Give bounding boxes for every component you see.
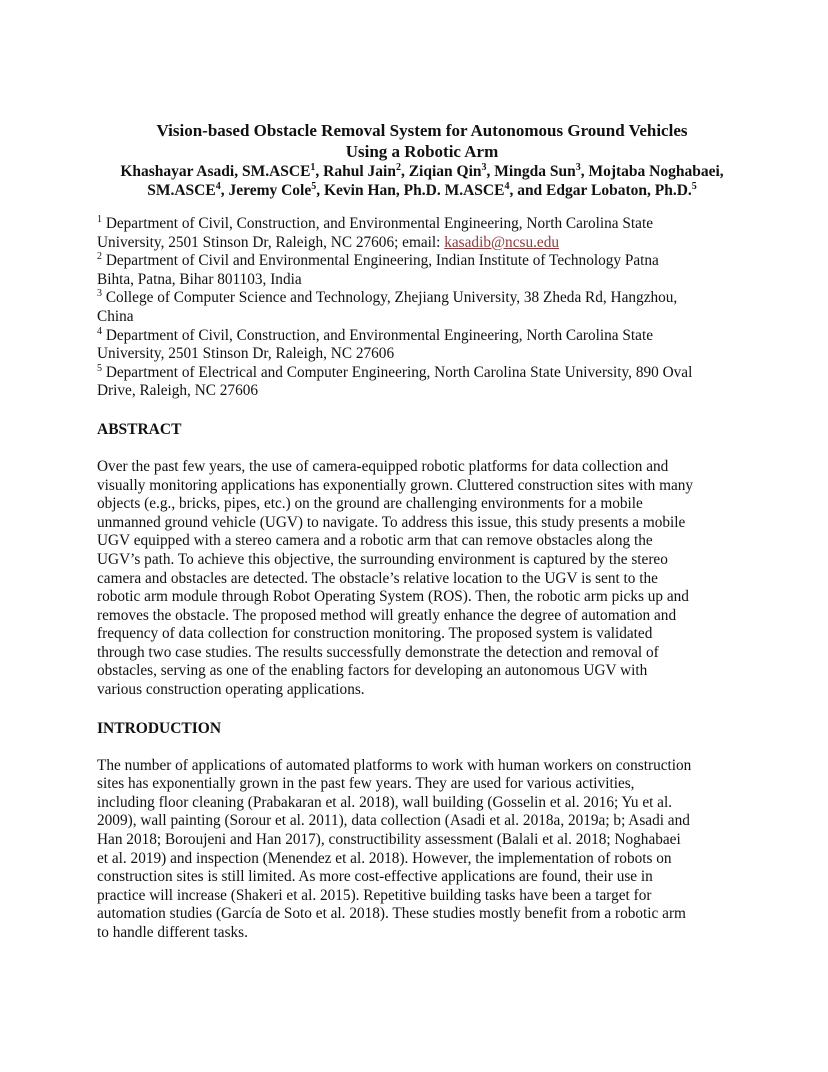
abstract-line: through two case studies. The results successfully demonstrate the detection and removal of [97, 643, 659, 661]
affiliation-text: Department of Civil, Construction, and Environmental Engineering, North Carolina State [102, 215, 653, 232]
abstract-line: UGV equipped with a stereo camera and a robotic arm that can remove obstacles along the [97, 532, 653, 550]
author-name: , Kevin Han, Ph.D. M.ASCE [316, 182, 505, 199]
title-line: Using a Robotic Arm [345, 142, 499, 161]
abstract-line: camera and obstacles are detected. The obstacle’s relative location to the UGV is sent to the [97, 569, 658, 587]
author-name: , Rahul Jain [315, 163, 396, 180]
affiliation-1 [97, 215, 747, 252]
author-affil-mark: 4 [215, 180, 221, 192]
affiliation-line [97, 289, 747, 308]
intro-line: to handle different tasks. [97, 924, 248, 941]
intro-line: sites has exponentially grown in the past few years. They are used for various activities, [97, 775, 635, 793]
intro-line: 2009), wall painting (Sorour et al. 2011), data collection (Asadi et al. 2018a, 2019a; b; Asadi and [97, 812, 690, 830]
abstract-line: various construction operating applications. [97, 681, 365, 699]
intro-line: construction sites is still limited. As more cost-effective applications are found, their use in [97, 868, 653, 886]
paper-title [97, 120, 747, 162]
affiliation-text: Department of Electrical and Computer Engineering, North Carolina State University, 890 Oval [102, 363, 693, 381]
affiliation-5 [97, 364, 747, 401]
affiliation-line [97, 364, 747, 383]
author-name: , and Edgar Lobaton, Ph.D. [509, 182, 692, 199]
abstract-line: unmanned ground vehicle (UGV) to navigate. To address this issue, this study presents a mobile [97, 513, 686, 531]
affiliation-mark: 3 [97, 288, 102, 300]
affiliation-text: Bihta, Patna, Bihar 801103, India [97, 270, 302, 288]
abstract-line: removes the obstacle. The proposed method will greatly enhance the degree of automation and [97, 606, 677, 624]
affiliation-line [97, 234, 747, 253]
author-affil-mark: 1 [310, 161, 316, 173]
abstract-line: visually monitoring applications has exponentially grown. Cluttered construction sites with many [97, 476, 694, 494]
abstract-paragraph [97, 458, 747, 700]
affiliation-mark: 5 [97, 362, 102, 374]
abstract-line: objects (e.g., bricks, pipes, etc.) on the ground are challenging environments for a mobile [97, 495, 643, 513]
email-link[interactable]: kasadib@ncsu.edu [444, 233, 559, 251]
affiliations [97, 215, 747, 401]
abstract-line: UGV’s path. To achieve this objective, the surrounding environment is captured by the stereo [97, 550, 668, 568]
affiliation-text: University, 2501 Stinson Dr, Raleigh, NC 27606 [97, 345, 395, 363]
intro-line: automation studies (García de Soto et al. 2018). These studies mostly benefit from a robotic arm [97, 905, 686, 923]
affiliation-text: University, 2501 Stinson Dr, Raleigh, NC 27606; email: [97, 233, 445, 251]
author-affil-mark: 3 [481, 161, 487, 173]
affiliation-mark: 1 [97, 213, 102, 225]
author-affil-mark: 2 [395, 161, 401, 173]
abstract-line: robotic arm module through Robot Operating System (ROS). Then, the robotic arm picks up and [97, 588, 689, 606]
author-line [97, 162, 747, 181]
affiliation-4 [97, 327, 747, 364]
author-name: SM.ASCE [147, 182, 216, 199]
affiliation-mark: 4 [97, 325, 102, 337]
affiliation-3 [97, 289, 747, 326]
author-list [97, 162, 747, 200]
intro-line: including floor cleaning (Prabakaran et al. 2018), wall building (Gosselin et al. 2016; Yu et al. [97, 793, 673, 811]
abstract-line: frequency of data collection for construction monitoring. The proposed system is validated [97, 625, 653, 643]
intro-line: The number of applications of automated platforms to work with human workers on construction [97, 756, 692, 774]
author-line [97, 181, 747, 200]
abstract-line: obstacles, serving as one of the enabling factors for developing an autonomous UGV with [97, 662, 648, 680]
affiliation-text: China [97, 307, 134, 325]
paper-page [97, 120, 747, 943]
author-affil-mark: 5 [691, 180, 697, 192]
intro-line: Han 2018; Boroujeni and Han 2017), constructibility assessment (Balali et al. 2018; Noghabaei [97, 831, 681, 849]
author-affil-mark: 5 [311, 180, 317, 192]
author-affil-mark: 3 [575, 161, 581, 173]
affiliation-text: Drive, Raleigh, NC 27606 [97, 382, 259, 400]
title-line: Vision-based Obstacle Removal System for Autonomous Ground Vehicles [156, 121, 688, 140]
affiliation-text: Department of Civil, Construction, and Environmental Engineering, North Carolina State [102, 326, 653, 344]
affiliation-line [97, 327, 747, 346]
affiliation-2 [97, 252, 747, 289]
author-affil-mark: 4 [504, 180, 510, 192]
author-name: , Mojtaba Noghabaei, [580, 163, 724, 180]
abstract-heading: ABSTRACT [97, 420, 182, 438]
affiliation-line [97, 252, 747, 271]
author-name: , Ziqian Qin [400, 163, 482, 180]
affiliation-text: Department of Civil and Environmental Engineering, Indian Institute of Technology Patna [102, 252, 659, 270]
intro-line: et al. 2019) and inspection (Menendez et al. 2018). However, the implementation of robots on [97, 849, 672, 867]
intro-line: practice will increase (Shakeri et al. 2015). Repetitive building tasks have been a target for [97, 886, 652, 904]
abstract-line: Over the past few years, the use of camera-equipped robotic platforms for data collection and [97, 457, 669, 475]
author-name: , Mingda Sun [486, 163, 576, 180]
affiliation-mark: 2 [97, 251, 102, 263]
author-name: Khashayar Asadi, SM.ASCE [120, 163, 311, 180]
introduction-heading: INTRODUCTION [97, 719, 222, 737]
author-name: , Jeremy Cole [220, 182, 312, 199]
affiliation-text: College of Computer Science and Technology, Zhejiang University, 38 Zheda Rd, Hangzhou, [102, 289, 678, 307]
affiliation-line [97, 215, 747, 234]
introduction-paragraph [97, 757, 747, 943]
